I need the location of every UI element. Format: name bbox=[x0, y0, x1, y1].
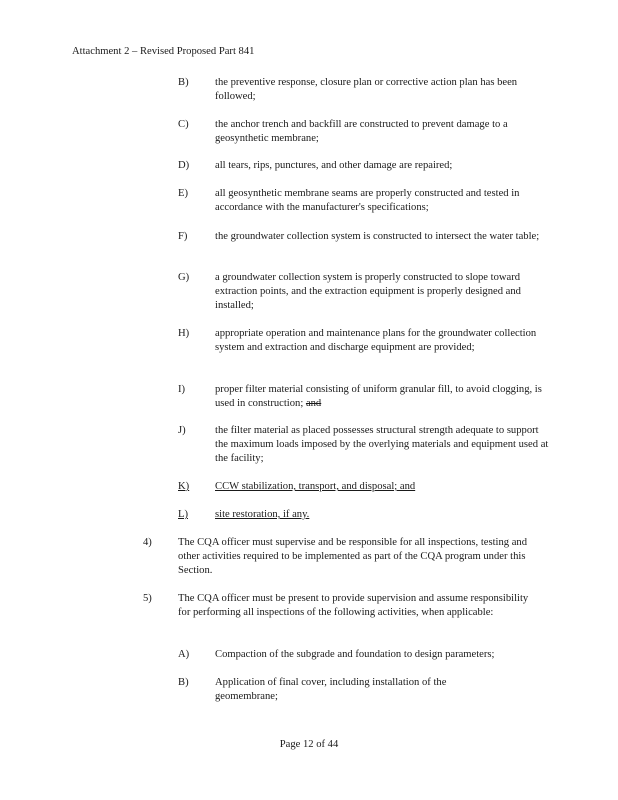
sub-item-text: Compaction of the subgrade and foundation to design parameters; bbox=[215, 649, 495, 660]
item-label: K) bbox=[178, 481, 190, 492]
item-label: L) bbox=[178, 509, 188, 520]
item-text: all tears, rips, punctures, and other damage are repaired; bbox=[215, 160, 453, 171]
paragraph-number: 4) bbox=[143, 537, 152, 548]
page-number: Page 12 of 44 bbox=[279, 739, 339, 750]
item-text: appropriate operation and maintenance plans for the groundwater collection system and extraction and discharge equipment are provided; bbox=[215, 328, 537, 353]
paragraph-number: 5) bbox=[143, 593, 152, 604]
item-text-main: proper filter material consisting of uniform granular fill, to avoid clogging, is used in construction; bbox=[215, 384, 542, 409]
item-text: CCW stabilization, transport, and disposal; and bbox=[215, 481, 416, 492]
item-label: C) bbox=[178, 119, 189, 130]
sub-item-text: Application of final cover, including installation of the geomembrane; bbox=[215, 677, 447, 702]
item-text: the filter material as placed possesses structural strength adequate to support the maximum loads imposed by the overlying materials and equipment used at the facility; bbox=[215, 425, 549, 464]
item-text: the anchor trench and backfill are constructed to prevent damage to a geosynthetic membrane; bbox=[215, 119, 508, 144]
struck-text: and bbox=[305, 398, 322, 409]
document-header: Attachment 2 – Revised Proposed Part 841 bbox=[72, 46, 255, 57]
item-text bbox=[215, 383, 550, 411]
item-label: D) bbox=[178, 160, 190, 171]
sub-item-label: A) bbox=[178, 649, 190, 660]
paragraph-text: The CQA officer must supervise and be responsible for all inspections, testing and other activities required to be implemented as part of the CQA program under this Section. bbox=[178, 537, 528, 576]
paragraph-text: The CQA officer must be present to provide supervision and assume responsibility for performing all inspections of the following activities, when applicable: bbox=[178, 593, 529, 618]
item-text: site restoration, if any. bbox=[215, 509, 310, 520]
item-label: G) bbox=[178, 272, 190, 283]
sub-item-label: B) bbox=[178, 677, 189, 688]
item-label: J) bbox=[178, 425, 186, 436]
item-text: the groundwater collection system is constructed to intersect the water table; bbox=[215, 231, 540, 242]
item-text: all geosynthetic membrane seams are properly constructed and tested in accordance with the manufacturer's specifications; bbox=[215, 188, 520, 213]
item-label: F) bbox=[178, 231, 188, 242]
item-text: the preventive response, closure plan or corrective action plan has been followed; bbox=[215, 77, 518, 102]
item-label: E) bbox=[178, 188, 188, 199]
item-label: B) bbox=[178, 77, 189, 88]
item-label: I) bbox=[178, 384, 186, 395]
item-label: H) bbox=[178, 328, 190, 339]
item-text: a groundwater collection system is properly constructed to slope toward extraction points, and the extraction equipment is properly designed and installed; bbox=[215, 272, 521, 311]
